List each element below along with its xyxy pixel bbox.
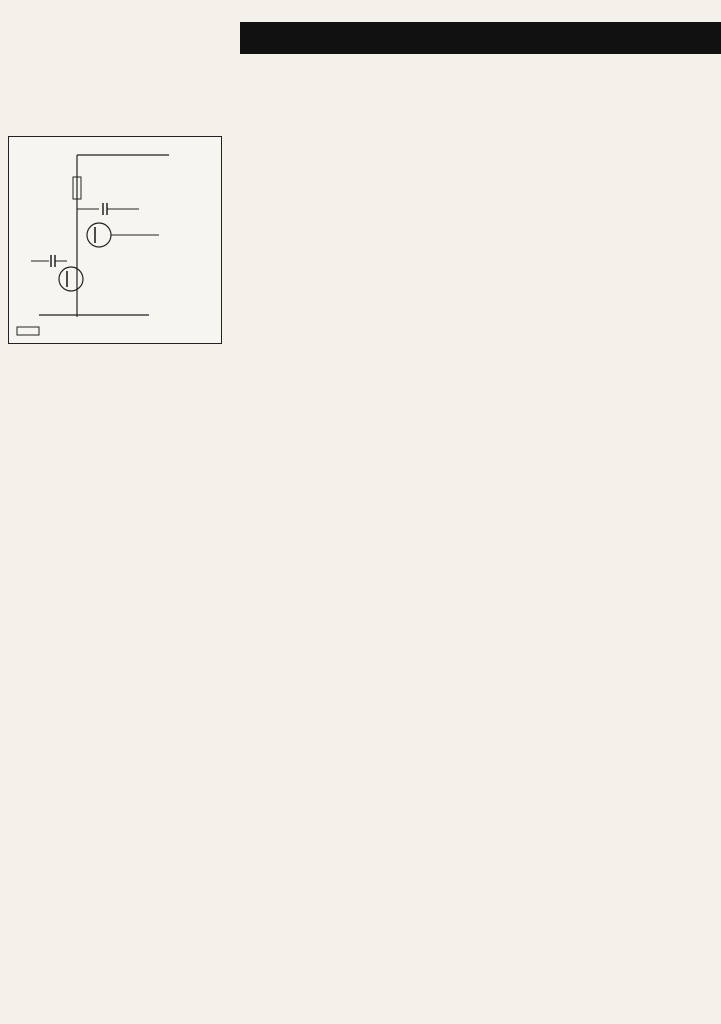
power-components-section — [248, 618, 710, 632]
components-banner — [240, 22, 721, 54]
tone-column-heads — [240, 58, 710, 72]
tone-components-section — [240, 58, 710, 72]
power-column-heads — [248, 618, 710, 632]
cascode-figure — [8, 136, 222, 344]
cascode-circuit-diagram — [9, 137, 221, 343]
